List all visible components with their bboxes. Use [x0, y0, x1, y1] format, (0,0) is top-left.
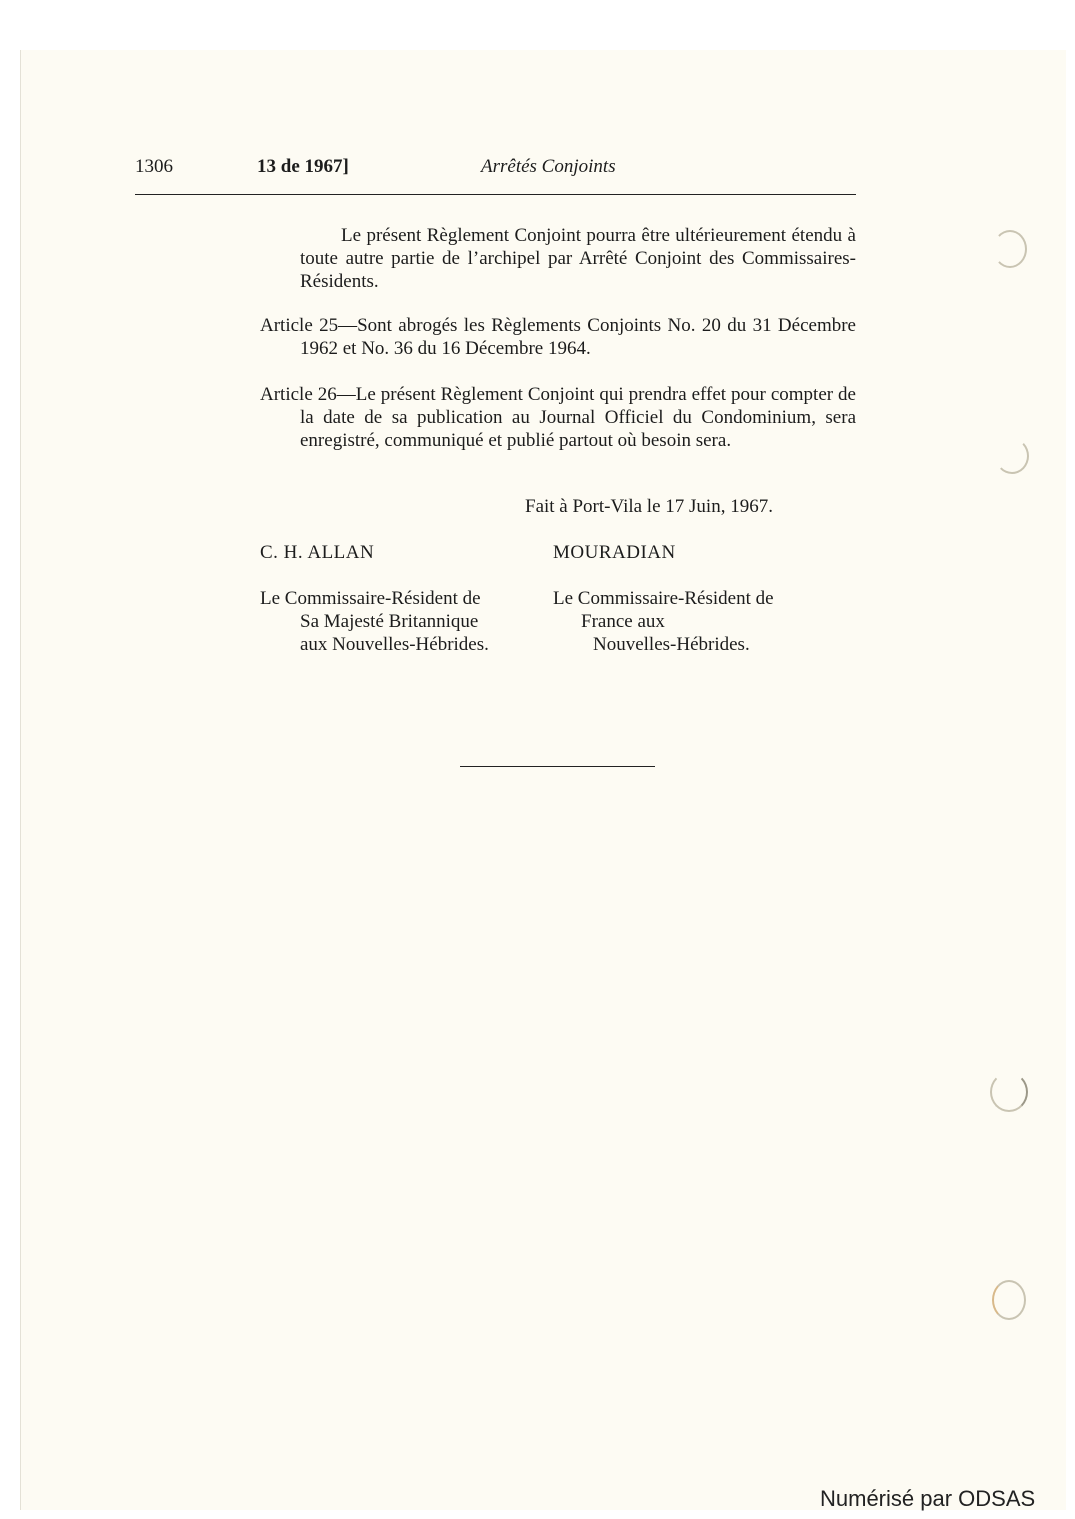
binder-hole	[995, 438, 1029, 474]
binder-hole	[993, 230, 1027, 268]
closing-rule	[460, 766, 655, 767]
page-header	[135, 156, 856, 184]
signatory-title-left	[260, 587, 489, 656]
digitization-credit: Numérisé par ODSAS	[820, 1486, 1036, 1511]
article-26: Article 26—Le présent Règlement Conjoint qui prendra effet pour compter de la date de sa publication au Journal Officiel du Condominium, sera enregistré, communiqué et publié partout où besoin sera.	[260, 384, 856, 451]
place-and-date: Fait à Port-Vila le 17 Juin, 1967.	[525, 496, 773, 517]
title-line: Nouvelles-Hébrides.	[593, 634, 750, 655]
binder-hole	[992, 1280, 1026, 1320]
signatory-name-left: C. H. ALLAN	[260, 542, 375, 563]
issue-reference: 13 de 1967]	[257, 156, 349, 177]
signatory-name-right: MOURADIAN	[553, 542, 676, 563]
title-line: Le Commissaire-Résident de	[553, 588, 774, 609]
paragraph-extension: Le présent Règlement Conjoint pourra être ultérieurement étendu à toute autre partie de l’archipel par Arrêté Conjoint des Commissaires-Résidents.	[300, 225, 856, 292]
page-number: 1306	[135, 156, 173, 177]
article-25: Article 25—Sont abrogés les Règlements Conjoints No. 20 du 31 Décembre 1962 et No. 36 du 16 Décembre 1964.	[260, 315, 856, 359]
header-rule	[135, 194, 856, 195]
section-title: Arrêtés Conjoints	[481, 156, 616, 177]
signatory-title-right	[553, 587, 774, 656]
binder-hole	[990, 1072, 1028, 1112]
title-line: Sa Majesté Britannique	[300, 611, 479, 632]
title-line: France aux	[581, 611, 665, 632]
title-line: Le Commissaire-Résident de	[260, 588, 481, 609]
title-line: aux Nouvelles-Hébrides.	[300, 634, 489, 655]
